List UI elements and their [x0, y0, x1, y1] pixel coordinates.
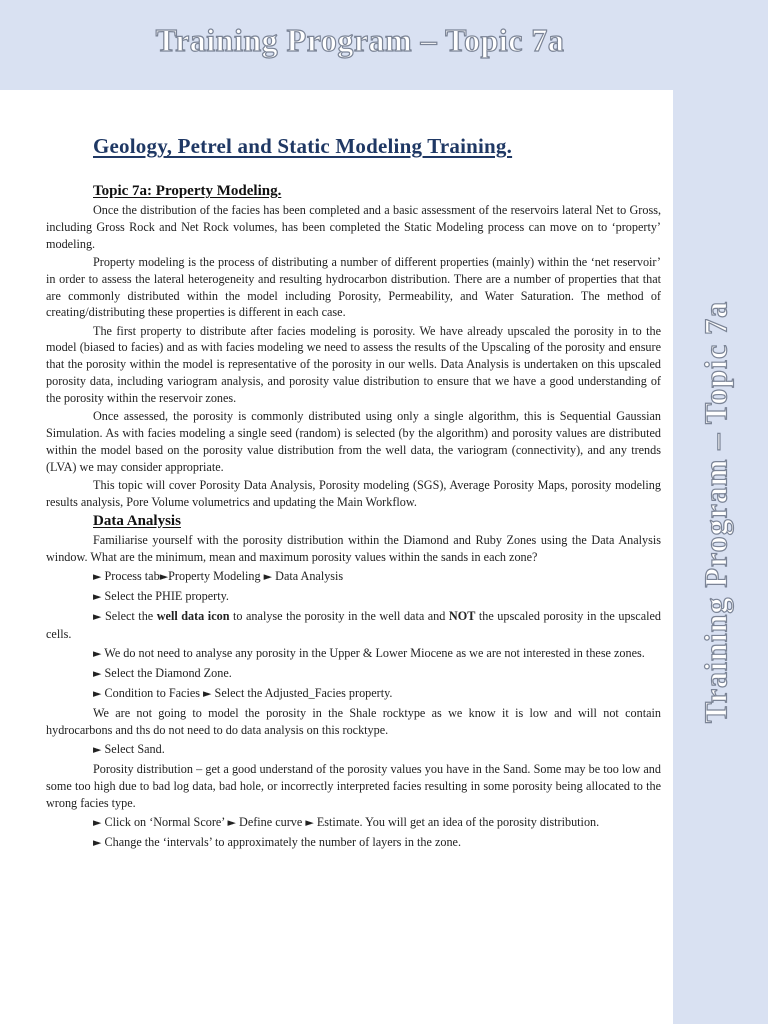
- document-content: [46, 90, 661, 854]
- topic-heading: Topic 7a: Property Modeling.: [93, 182, 282, 199]
- step-text: the upscaled porosity in the upscaled cells.: [46, 608, 661, 641]
- arrow-icon: ►: [159, 569, 169, 583]
- step-text: Property Modeling: [168, 568, 261, 583]
- arrow-icon: ►: [227, 816, 236, 830]
- data-analysis-intro: Familiarise yourself with the porosity distribution within the Diamond and Ruby Zones using the Data Analysis window. What are the minimum, mean and maximum porosity values within the sands in each zone?: [46, 532, 661, 564]
- step-text: Select the Adjusted_Facies property.: [214, 686, 393, 701]
- step-text: Process tab: [104, 568, 160, 583]
- document-page: [0, 90, 673, 1024]
- step-intervals: [46, 834, 661, 852]
- step-no-miocene: [46, 645, 661, 663]
- step-normal-score: [46, 814, 661, 832]
- arrow-icon: ►: [93, 609, 102, 623]
- paragraph-property-modeling: Property modeling is the process of distributing a number of different properties (mainly) within the ‘net reservoir’ in order to assess the lateral heterogeneity and resulting hydrocarbon distribution. There are a number of properties that that are commonly distributed within the model including Porosity, Permeability, and Water Saturation. The method of creating/distributing these properties is different in each case.: [46, 254, 661, 320]
- arrow-icon: ►: [93, 569, 102, 583]
- arrow-icon: ►: [93, 743, 102, 757]
- document-title: Geology, Petrel and Static Modeling Training.: [93, 134, 513, 158]
- data-analysis-heading: Data Analysis: [93, 512, 181, 529]
- arrow-icon: ►: [305, 816, 314, 830]
- header-band: [0, 0, 768, 90]
- arrow-icon: ►: [93, 687, 102, 701]
- step-bold-text: well data icon: [156, 608, 230, 623]
- paragraph-sgs: Once assessed, the porosity is commonly distributed using only a single algorithm, this is Sequential Gaussian Simulation. As with facies modeling a single seed (random) is selected (by the algorithm) and porosity values are distributed within the model based on the porosity value distribution from the well data, the variogram (connectivity), and any trends (LVA) we may consider appropriate.: [46, 409, 661, 474]
- step-text: Click on ‘Normal Score’: [104, 815, 225, 830]
- step-text: Estimate. You will get an idea of the porosity distribution.: [316, 815, 600, 830]
- step-select-diamond: [46, 665, 661, 683]
- step-bold-text: NOT: [448, 608, 476, 623]
- step-text: Data Analysis: [275, 568, 344, 583]
- side-banner-title: Training Program – Topic 7a: [697, 300, 734, 724]
- arrow-icon: ►: [93, 646, 102, 660]
- step-condition-facies: [46, 685, 661, 703]
- arrow-icon: ►: [93, 667, 102, 681]
- step-text: Select the: [105, 608, 154, 623]
- step-text: to analyse the porosity in the well data and: [233, 608, 446, 623]
- arrow-icon: ►: [93, 836, 102, 850]
- header-title: Training Program – Topic 7a: [155, 22, 565, 58]
- step-select-phie: [46, 588, 661, 606]
- arrow-icon: ►: [263, 569, 273, 583]
- step-well-data: [46, 608, 661, 643]
- paragraph-intro: Once the distribution of the facies has been completed and a basic assessment of the reservoirs lateral Net to Gross, including Gross Rock and Net Rock volumes, has been completed the Static Modeling process can move on to ‘property’ modeling.: [46, 202, 661, 251]
- step-select-sand: [46, 741, 661, 759]
- step-text: Select the Diamond Zone.: [104, 666, 232, 681]
- step-text: Define curve: [239, 815, 303, 830]
- step-text: Select the PHIE property.: [104, 588, 229, 603]
- paragraph-porosity-first: The first property to distribute after facies modeling is porosity. We have already upscaled the porosity in to the model (biased to facies) and as with facies modeling we need to assess the results of the Upscaling of the porosity and ensure that the porosity within the model is representative of the porosity in our wells. Data Analysis is undertaken on this upscaled porosity data, including variogram analysis, and porosity value distribution to ensure that we have a good understanding of the porosity within the reservoir zones.: [46, 323, 661, 406]
- step-porosity-distribution: Porosity distribution – get a good understand of the porosity values you have in the Sand. Some may be too low and some too high due to bad log data, bad hole, or incorrectly interpreted facies resulting in some porosity being allocated to the wrong facies type.: [46, 762, 661, 811]
- arrow-icon: ►: [93, 816, 102, 830]
- paragraph-topic-coverage: This topic will cover Porosity Data Analysis, Porosity modeling (SGS), Average Porosity Maps, porosity modeling results analysis, Pore Volume volumetrics and updating the Main Workflow.: [46, 478, 661, 509]
- step-text: Condition to Facies: [104, 686, 200, 701]
- step-text: Select Sand.: [104, 742, 165, 757]
- arrow-icon: ►: [203, 687, 212, 701]
- step-process-tab: [46, 568, 661, 586]
- step-shale-note: We are not going to model the porosity in the Shale rocktype as we know it is low and will not contain hydrocarbons and ths do not need to do data analysis on this rocktype.: [46, 706, 661, 738]
- arrow-icon: ►: [93, 589, 102, 603]
- step-text: We do not need to analyse any porosity in the Upper & Lower Miocene as we are not interested in these zones.: [104, 645, 645, 660]
- step-text: Change the ‘intervals’ to approximately the number of layers in the zone.: [104, 835, 461, 850]
